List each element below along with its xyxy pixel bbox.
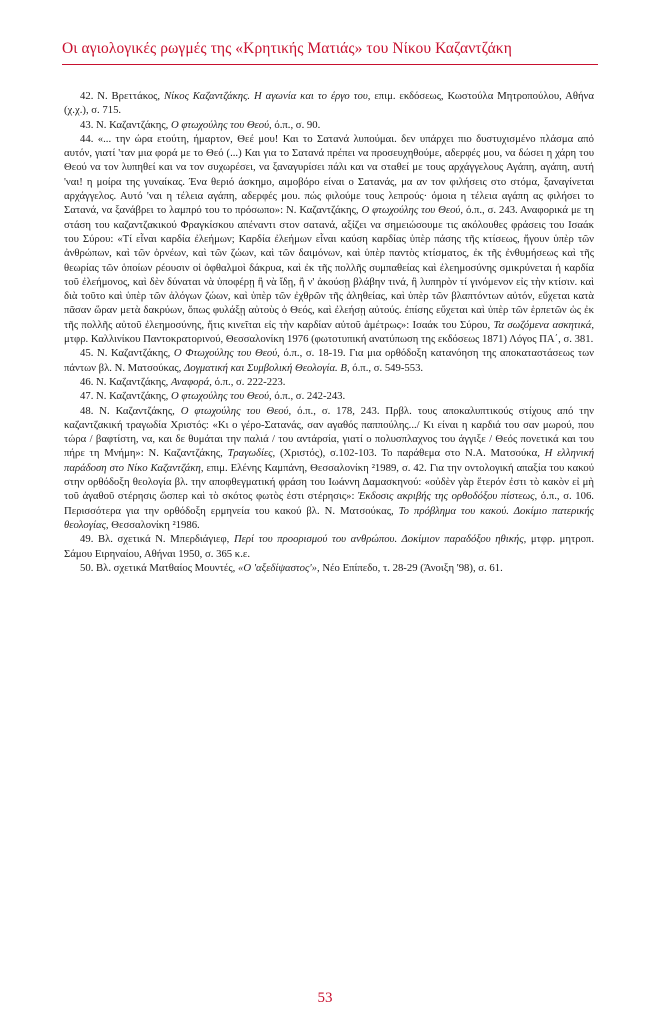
note-text: 48. Ν. Καζαντζάκης, (80, 404, 181, 417)
italic-title: Αναφορά (170, 375, 210, 388)
note-text: 45. Ν. Καζαντζάκης, (80, 347, 174, 360)
italic-title: Νίκος Καζαντζάκης. Η αγωνία και το έργο του (164, 90, 368, 102)
note-text: 43. Ν. Καζαντζάκης, (80, 118, 171, 131)
italic-title: «Ο 'αξεδίψαστος'» (237, 561, 317, 574)
italic-title: Δογματική και Συμβολική Θεολογία. Β (183, 361, 347, 374)
note-text: , ό.π., σ. 178, 243. Πρβλ. τους αποκαλυπτικούς στίχους από την καζαντζακική τραγωδία Χριστός: «Κι ο γέρο-Σατανάς, σαν αγαθός παππούλης.../ Κι είναι η καρδιά του σαν μωρού, που τώρα / βαφτίστη, να, και δε θυμάται την παλιά / του αντάρσία, γιατί ο πολυσπλαχνος του άγγιξε / Θεός πονετικά και του πήρε τη Μνήμη»: Ν. Καζαντζάκης, (64, 404, 595, 460)
italic-title: Ο φτωχούλης του Θεού (170, 390, 270, 403)
italic-title: Τραγωδίες (227, 447, 273, 460)
note-text: , επιμ. εκδόσεως, Κωστούλα Μητροπούλου, Αθήνα (χ.χ.), σ. 715. (64, 90, 594, 117)
italic-title: Ο φτωχούλης του Θεού (180, 404, 289, 417)
endnote (64, 375, 594, 389)
note-text: , ό.π., σ. 243. Αναφορικά με τη στάση του καζαντζακικού Φραγκίσκου απέναντι στον σατανά, αξίζει να σημειώσουμε τις ακόλουθες φράσεις του Ισαάκ του Σύρου: «Τί εἶναι καρδία ἐλεήμων; Καρδία ἐλεήμων εἶναι καύση καρδίας ὑπὲρ πάσης τῆς κτίσεως, ἤγουν ὑπὲρ τῶν ἀνθρώπων, καὶ τῶν ὀρνέων, καὶ τῶν ζώων, καὶ τῶν δαιμόνων, καὶ ὑπὲρ παντὸς κτίσματος, ἐκ τῆς ἐνθυμήσεως καὶ τῆς θεωρίας τῶν ὁποίων ρέουσιν οἱ ὀφθαλμοὶ δάκρυα, καὶ ἐκ τῆς πολλῆς συμπαθείας καὶ ἐλεημοσύνης σμικρύνεται ἡ καρδία τοῦ ἐλεήμονος, καὶ δὲν δύναται νὰ ὑποφέρῃ ἢ νὰ ἴδῃ, ἢ ν' ἀκούσῃ βλάβην τινά, ἢ λυπηρὸν τί γινόμενον εἰς τὴν κτίσιν. καὶ διὰ τοῦτο καὶ ὑπὲρ τῶν ἀλόγων ζώων, καὶ ὑπὲρ τῶν ἐχθρῶν τῆς ἀληθείας, καὶ ὑπὲρ τῶν βλαπτόντων αὐτόν, εὔχεται κατὰ πᾶσαν ὥραν μετὰ δακρύων, ὅπως φυλάξῃ αὐτοὺς ὁ Θεός, καὶ ἐλεήσῃ αὐτούς. ἐπίσης εὔχεται καὶ ὑπὲρ τῶν ἑρπετῶν ὡς ἐκ τῆς πολλῆς αὐτοῦ ἐλεημοσύνης, ἥτις κινεῖται εἰς τὴν καρδίαν αὐτοῦ ἀμέτρως»: Ισαάκ του Σύρου, (64, 204, 594, 331)
running-head: Οι αγιολογικές ρωγμές της «Κρητικής Ματιάς» του Νίκου Καζαντζάκη (62, 40, 512, 57)
note-text: , ό.π., σ. 549-553. (346, 361, 424, 374)
note-text: , ό.π., σ. 90. (269, 118, 321, 131)
note-text: , ό.π., σ. 242-243. (269, 390, 346, 403)
header-rule (62, 64, 598, 65)
note-text: , ό.π., σ. 18-19. Για μια ορθόδοξη κατανόηση της αποκαταστάσεως των πάντων βλ. Ν. Ματσούκας, (64, 347, 595, 374)
page-number: 53 (317, 990, 333, 1006)
italic-title: Έκδοσις ακριβής της ορθοδόξου πίστεως (358, 490, 535, 503)
italic-title: Η ελληνική παράδοση στο Νίκο Καζαντζάκη (64, 447, 595, 474)
italic-title: Περί του προορισμού του ανθρώπου. Δοκίμιον παραδόξου ηθικής (233, 533, 524, 546)
endnote (64, 89, 594, 118)
italic-title: Ο φτωχούλης του Θεού (361, 204, 461, 217)
note-text: , μτφρ. Καλλινίκου Παντοκρατορινού, Θεσσαλονίκη 1976 (φωτοτυπική ανατύπωση της εκδόσεως 1871) Λόγος ΠΑ΄, σ. 381. (64, 318, 594, 346)
note-text: , μτφρ. μητροπ. Σάμου Ειρηναίου, Αθήναι 1950, σ. 365 κ.ε. (64, 533, 594, 560)
note-text: 46. Ν. Καζαντζάκης, (80, 375, 171, 388)
note-text: , Θεσσαλονίκη ²1986. (105, 518, 200, 531)
note-text: 42. Ν. Βρεττάκος, (80, 90, 164, 102)
note-text: 47. Ν. Καζαντζάκης, (80, 390, 171, 403)
endnote (64, 132, 594, 346)
italic-title: Ο φτωχούλης του Θεού (170, 118, 270, 131)
note-text: 44. «... την ώρα ετούτη, ήμαρτον, Θεέ μου! Και το Σατανά λυπούμαι. δεν υπάρχει πιο δυστυχισμένο πλάσμα από αυτόν, γιατί 'ταν μια φορά με το Θεό (...) Και για το Σατανά πρέπει να προσευχηθούμε, αδερφές μου, να δώσει η χάρη του Θεού να τον λυπηθεί και να τον συχωρέσει, να ξαναγυρίσει πάλι και να σταθεί με τους αρχάγγελους Αγάπη, αγάπη, αυτή 'ναι! η μοίρα της γυναίκας. Ένα θεριό άσκημο, αιμοβόρο είναι ο Σατανάς, μα αν τον φιλήσεις στο στόμα, ξαναγίνεται αρχάγγελος. Αυτό 'ναι η τέλεια αγάπη, αδερφές μου. πώς φιλούμε τους λεπρούς· όμοια η τέλεια αγάπη ας φιλήσει το Σατανά, να ξανάβρει το λαμπρό του το πρόσωπο»: Ν. Καζαντζάκης, (64, 132, 594, 217)
note-text: , Νέο Επίπεδο, τ. 28-29 (Άνοιξη '98), σ. 61. (317, 561, 503, 574)
endnote (64, 404, 594, 533)
italic-title: Το πρόβλημα του κακού. Δοκίμιο πατερικής θεολογίας (64, 504, 594, 531)
note-text: , (Χριστός), σ.102-103. Το παράθεμα στο Ν.Α. Ματσούκα, (272, 447, 545, 460)
endnote (64, 118, 594, 132)
endnote (64, 389, 594, 403)
note-text: , επιμ. Ελένης Καμπάνη, Θεσσαλονίκη ²1989, σ. 42. Για την οντολογική απαξία του κακού στην ορθόδοξη θεολογία βλ. την αποφθεγματική φράση του Ιωάννη Δαμασκηνού: «οὐδὲν γὰρ ἕτερόν ἐστι τὸ κακὸν εἰ μὴ τοῦ ἀγαθοῦ στέρησις ὥσπερ καὶ τὸ σκότος φωτὸς ἐστι στέρησις»: (64, 461, 594, 503)
note-text: , ό.π., σ. 222-223. (209, 375, 286, 388)
note-text: 49. Βλ. σχετικά Ν. Μπερδιάγιεφ, (80, 533, 234, 546)
note-text: 50. Βλ. σχετικά Ματθαίος Μουντές, (80, 561, 238, 574)
endnotes (64, 89, 594, 575)
endnote (64, 346, 594, 375)
endnote (64, 561, 594, 575)
note-text: , ό.π., σ. 106. Περισσότερα για την ορθόδοξη ερμηνεία του κακού βλ. Ν. Ματσούκας, (64, 490, 594, 517)
endnote (64, 532, 594, 561)
italic-title: Τα σωζόμενα ασκητικά (493, 318, 592, 331)
italic-title: Ο Φτωχούλης του Θεού (173, 347, 278, 360)
